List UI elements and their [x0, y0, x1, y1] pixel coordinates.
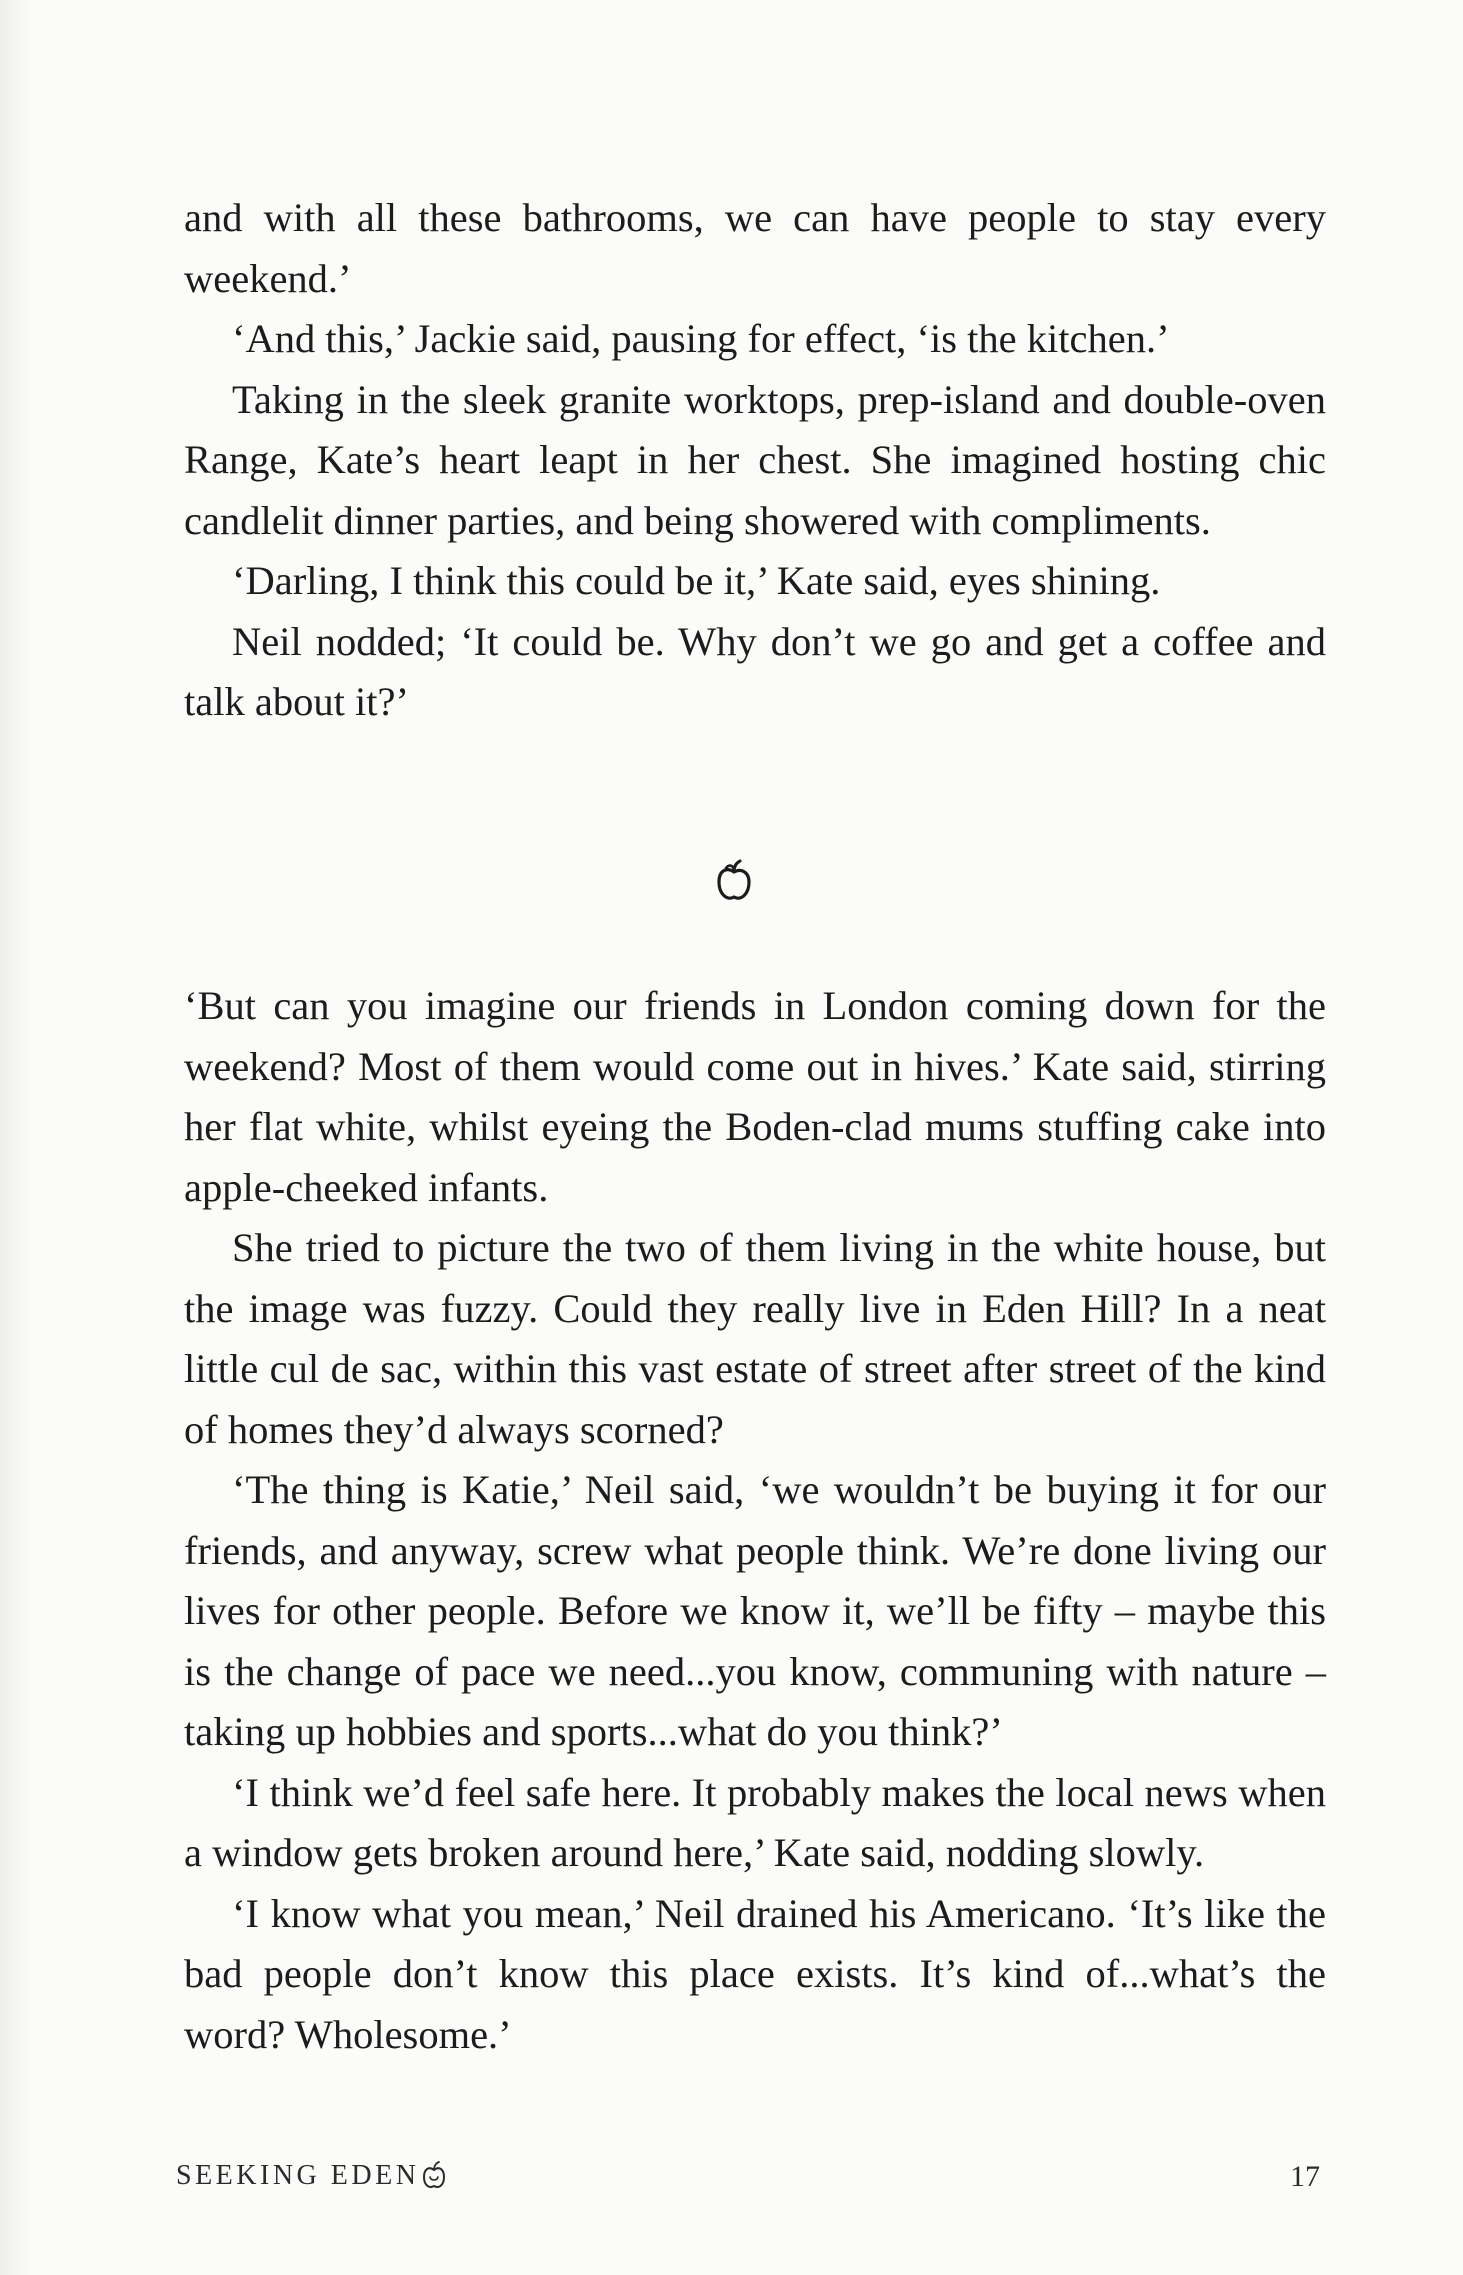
running-footer-title	[176, 2160, 447, 2192]
page-number: 17	[1290, 2160, 1320, 2193]
paragraph: ‘But can you imagine our friends in London coming down for the weekend? Most of them would come out in hives.’ Kate said, stirring her flat white, whilst eyeing the Boden-clad mums stuffing cake into apple-cheeked infants.	[184, 983, 1326, 1210]
page-edge-shade	[0, 0, 30, 2275]
apple-icon	[714, 858, 754, 906]
paragraph: Taking in the sleek granite worktops, prep-island and double-oven Range, Kate’s heart leapt in her chest. She imagined hosting chic candlelit dinner parties, and being showered with compliments.	[184, 376, 1326, 543]
paragraph: ‘And this,’ Jackie said, pausing for effect, ‘is the kitchen.’	[232, 316, 1170, 361]
book-title: SEEKING EDEN	[176, 2160, 420, 2191]
paragraph: ‘I think we’d feel safe here. It probably makes the local news when a window gets broken around here,’ Kate said, nodding slowly.	[184, 1769, 1326, 1875]
text-block-upper	[184, 188, 1326, 733]
paragraph: ‘Darling, I think this could be it,’ Kate said, eyes shining.	[232, 558, 1161, 603]
paragraph: and with all these bathrooms, we can have people to stay every weekend.’	[184, 195, 1326, 301]
text-block-lower	[184, 976, 1326, 2065]
paragraph: ‘The thing is Katie,’ Neil said, ‘we wouldn’t be buying it for our friends, and anyway, screw what people think. We’re done living our lives for other people. Before we know it, we’ll be fifty – maybe this is the change of pace we need...you know, communing with nature – taking up hobbies and sports...what do you think?’	[184, 1467, 1326, 1754]
paragraph: Neil nodded; ‘It could be. Why don’t we go and get a coffee and talk about it?’	[184, 618, 1326, 724]
paragraph: She tried to picture the two of them living in the white house, but the image was fuzzy. Could they really live in Eden Hill? In a neat little cul de sac, within this vast estate of street after street of the kind of homes they’d always scorned?	[184, 1225, 1326, 1452]
paragraph: ‘I know what you mean,’ Neil drained his Americano. ‘It’s like the bad people don’t know this place exists. It’s kind of...what’s the word? Wholesome.’	[184, 1890, 1326, 2057]
apple-logo-icon	[421, 2160, 447, 2192]
